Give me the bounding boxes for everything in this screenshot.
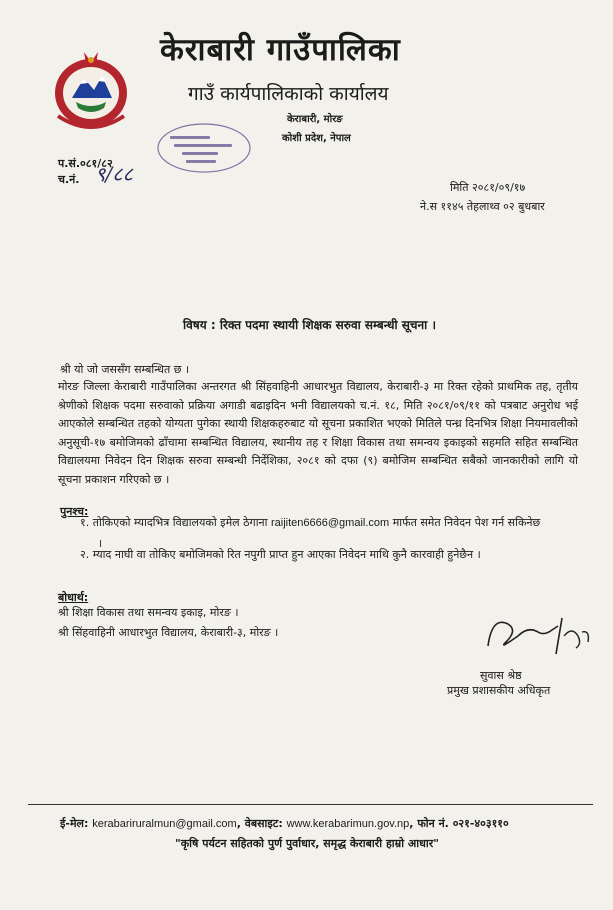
footer-email-link[interactable]: kerabariruralmun@gmail.com xyxy=(92,818,237,830)
postscript-item-1 xyxy=(80,515,540,530)
footer-phone: फोन नं. ०२१-४०३११० xyxy=(417,817,509,830)
office-subtitle: गाउँ कार्यपालिकाको कार्यालय xyxy=(188,83,389,105)
postscript-item-1-end: । xyxy=(98,537,103,550)
patra-sankhya: प.सं.०८१/८२ xyxy=(58,157,113,170)
postscript-item-2-number: २. xyxy=(80,548,90,561)
date-line-1: मिति २०८१/०९/१७ xyxy=(450,181,526,194)
footer-slogan: "कृषि पर्यटन सहितको पुर्ण पुर्वाधार, समृद्ध केराबारी हाम्रो आधार" xyxy=(175,837,439,850)
date-line-2: ने.स ११४५ तेहलाथ्व ०२ बुधबार xyxy=(420,200,545,213)
footer-email-label: ई-मेल: xyxy=(60,817,89,830)
bodharth-label: बोधार्थ: xyxy=(58,591,89,604)
subject-line: विषय : रिक्त पदमा स्थायी शिक्षक सरुवा सम्बन्धी सूचना । xyxy=(183,318,436,332)
cc-recipient-2: श्री सिंहवाहिनी आधारभुत विद्यालय, केराबारी-३, मोरङ । xyxy=(58,626,279,639)
postscript-item-1-number: १. xyxy=(80,516,90,529)
chalani-number: ९/८८ xyxy=(95,162,133,186)
cc-recipient-1: श्री शिक्षा विकास तथा समन्वय इकाइ, मोरङ । xyxy=(58,606,239,619)
footer-website-label: वेबसाइट: xyxy=(244,817,283,830)
postscript-item-1-text: तोकिएको म्यादभित्र विद्यालयको इमेल ठेगाना xyxy=(92,516,268,529)
nepal-emblem-icon xyxy=(50,46,132,132)
footer-divider xyxy=(28,804,593,805)
body-paragraph: मोरङ जिल्ला केराबारी गाउँपालिका अन्तरगत श्री सिंहवाहिनी आधारभुत विद्यालय, केराबारी-३ मा रिक्त रहेको प्राथमिक तह, तृतीय श्रेणीको शिक्षक पदमा सरुवाको प्रक्रिया अगाडी बढाइदिन भनी विद्यालयको च.नं. १८, मिति २०८१/०९/११ को पत्रबाट अनुरोध भई आएकोले सम्बन्धित तहको योग्यता पुगेका स्थायी शिक्षकहरुबाट यो सूचना प्रकाशित भएको मितिले पन्ध्र दिनभित्र शिक्षा नियमावलीको अनुसूची-१७ बमोजिमको ढाँचामा सम्बन्धित विद्यालय, स्थानीय तह र शिक्षा विकास तथा समन्वय इकाइको सहमति सहित सम्बन्धित विद्यालयमा निवेदन दिन शिक्षक सरुवा सम्बन्धी निर्देशिका, २०८१ को दफा (९) बमोजिम सम्बन्धित सबैको जानकारीको लागि यो सूचना प्रकाशन गरिएको छ । xyxy=(58,380,578,486)
postscript-item-1-tail: मार्फत समेत निवेदन पेश गर्न सकिनेछ xyxy=(392,516,541,529)
punashcha-label: पुनश्च: xyxy=(60,505,89,518)
signatory-designation: प्रमुख प्रशासकीय अधिकृत xyxy=(447,684,551,697)
postscript-item-2-text: म्याद नाघी वा तोकिए बमोजिमको रित नपुगी प्राप्त हुन आएका निवेदन माथि कुनै कारवाही हुनेछैन । xyxy=(92,548,481,561)
office-stamp-icon xyxy=(152,108,272,178)
address-line-1: केराबारी, मोरङ xyxy=(287,114,343,125)
footer-contact: ई-मेल: kerabariruralmun@gmail.com, वेबसाइट: www.kerabarimun.gov.np, फोन नं. ०२१-४०३११० xyxy=(60,817,509,830)
office-title: केराबारी गाउँपालिका xyxy=(160,32,401,68)
school-email-link[interactable]: raijiten6666@gmail.com xyxy=(271,517,390,529)
signature-icon xyxy=(478,596,598,666)
address-line-2: कोशी प्रदेश, नेपाल xyxy=(282,133,351,144)
salutation: श्री यो जो जससँग सम्बन्धित छ । xyxy=(60,363,190,376)
signatory-name: सुवास श्रेष्ठ xyxy=(480,669,522,682)
postscript-item-2 xyxy=(80,547,481,562)
footer-website-link[interactable]: www.kerabarimun.gov.np xyxy=(286,818,410,830)
chalani-label: च.नं. xyxy=(58,173,80,186)
